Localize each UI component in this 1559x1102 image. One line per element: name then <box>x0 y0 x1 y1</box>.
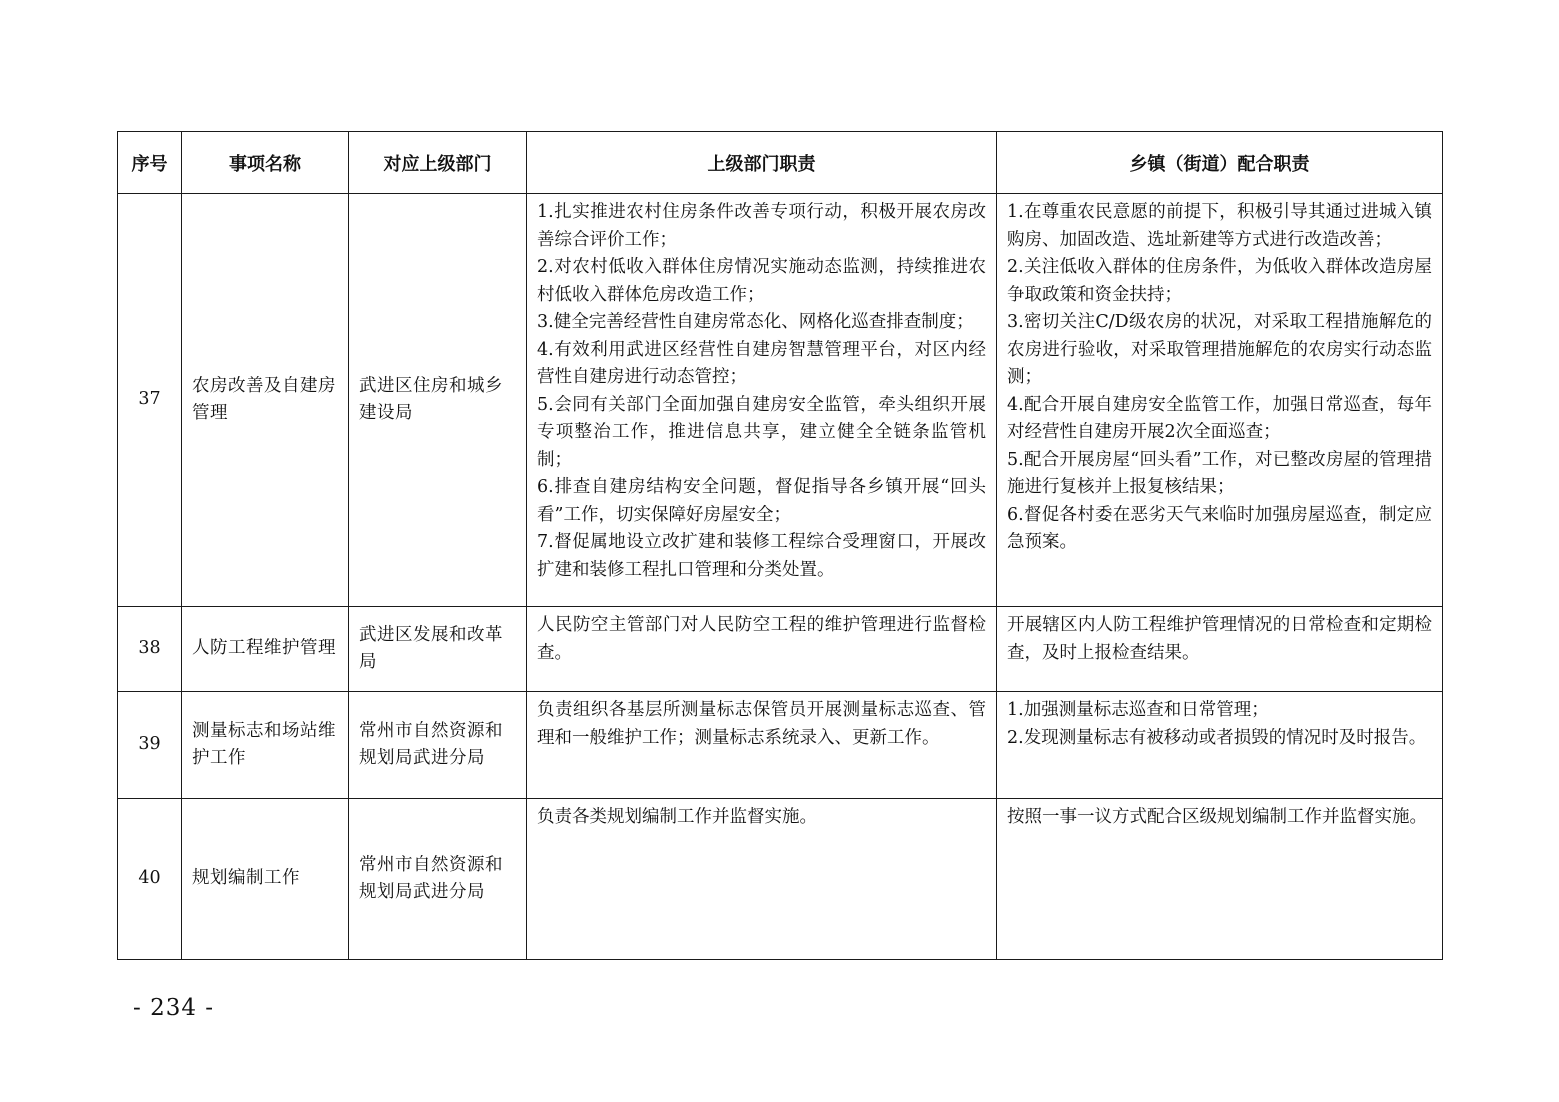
header-township-coop: 乡镇（街道）配合职责 <box>997 132 1443 194</box>
row-township-coop <box>997 692 1443 799</box>
row-seq: 37 <box>118 194 182 607</box>
row-dept: 武进区发展和改革局 <box>349 607 527 692</box>
coop-line: 按照一事一议方式配合区级规划编制工作并监督实施。 <box>1007 807 1427 827</box>
header-superior-duty: 上级部门职责 <box>527 132 997 194</box>
row-superior-duty <box>527 194 997 607</box>
coop-line: 2.关注低收入群体的住房条件，为低收入群体改造房屋争取政策和资金扶持； <box>1007 257 1432 305</box>
duty-line: 1.扎实推进农村住房条件改善专项行动，积极开展农房改善综合评价工作； <box>537 202 986 250</box>
row-item-name: 规划编制工作 <box>182 799 349 960</box>
duty-line: 负责各类规划编制工作并监督实施。 <box>537 807 817 827</box>
row-item-name: 人防工程维护管理 <box>182 607 349 692</box>
duty-line: 6.排查自建房结构安全问题，督促指导各乡镇开展“回头看”工作，切实保障好房屋安全； <box>537 477 986 525</box>
page-number: - 234 - <box>133 995 215 1021</box>
header-dept: 对应上级部门 <box>349 132 527 194</box>
row-seq: 40 <box>118 799 182 960</box>
table-row <box>118 607 1443 692</box>
coop-line: 6.督促各村委在恶劣天气来临时加强房屋巡查，制定应急预案。 <box>1007 504 1432 552</box>
coop-line: 3.密切关注C/D级农房的状况，对采取工程措施解危的农房进行验收，对采取管理措施解危的农房实行动态监测； <box>1007 312 1432 387</box>
duty-line: 7.督促属地设立改扩建和装修工程综合受理窗口，开展改扩建和装修工程扎口管理和分类处置。 <box>537 532 986 580</box>
coop-line: 1.加强测量标志巡查和日常管理； <box>1007 700 1269 720</box>
coop-line: 开展辖区内人防工程维护管理情况的日常检查和定期检查，及时上报检查结果。 <box>1007 615 1432 663</box>
row-township-coop <box>997 799 1443 960</box>
duty-line: 2.对农村低收入群体住房情况实施动态监测，持续推进农村低收入群体危房改造工作； <box>537 257 986 305</box>
row-dept: 常州市自然资源和规划局武进分局 <box>349 692 527 799</box>
coop-line: 2.发现测量标志有被移动或者损毁的情况时及时报告。 <box>1007 727 1427 748</box>
duty-line: 4.有效利用武进区经营性自建房智慧管理平台，对区内经营性自建房进行动态管控； <box>537 339 986 387</box>
duty-line: 3.健全完善经营性自建房常态化、网格化巡查排查制度； <box>537 312 974 332</box>
coop-line: 5.配合开展房屋“回头看”工作，对已整改房屋的管理措施进行复核并上报复核结果； <box>1007 449 1432 497</box>
duty-line: 5.会同有关部门全面加强自建房安全监管，牵头组织开展专项整治工作，推进信息共享，建立健全全链条监管机制； <box>537 394 986 470</box>
header-seq: 序号 <box>118 132 182 194</box>
row-seq: 38 <box>118 607 182 692</box>
duty-line: 人民防空主管部门对人民防空工程的维护管理进行监督检查。 <box>537 615 986 663</box>
row-item-name: 农房改善及自建房管理 <box>182 194 349 607</box>
row-item-name: 测量标志和场站维护工作 <box>182 692 349 799</box>
table-row <box>118 799 1443 960</box>
row-seq: 39 <box>118 692 182 799</box>
row-superior-duty <box>527 799 997 960</box>
header-item-name: 事项名称 <box>182 132 349 194</box>
duty-line: 负责组织各基层所测量标志保管员开展测量标志巡查、管理和一般维护工作；测量标志系统录入、更新工作。 <box>537 700 986 748</box>
row-superior-duty <box>527 607 997 692</box>
table-row <box>118 692 1443 799</box>
coop-line: 1.在尊重农民意愿的前提下，积极引导其通过进城入镇购房、加固改造、选址新建等方式进行改造改善； <box>1007 202 1432 250</box>
table-row <box>118 194 1443 607</box>
row-dept: 常州市自然资源和规划局武进分局 <box>349 799 527 960</box>
row-township-coop <box>997 607 1443 692</box>
coop-line: 4.配合开展自建房安全监管工作，加强日常巡查，每年对经营性自建房开展2次全面巡查； <box>1007 394 1432 442</box>
row-dept: 武进区住房和城乡建设局 <box>349 194 527 607</box>
row-township-coop <box>997 194 1443 607</box>
table-header-row <box>118 132 1443 194</box>
row-superior-duty <box>527 692 997 799</box>
responsibility-table <box>117 131 1443 960</box>
